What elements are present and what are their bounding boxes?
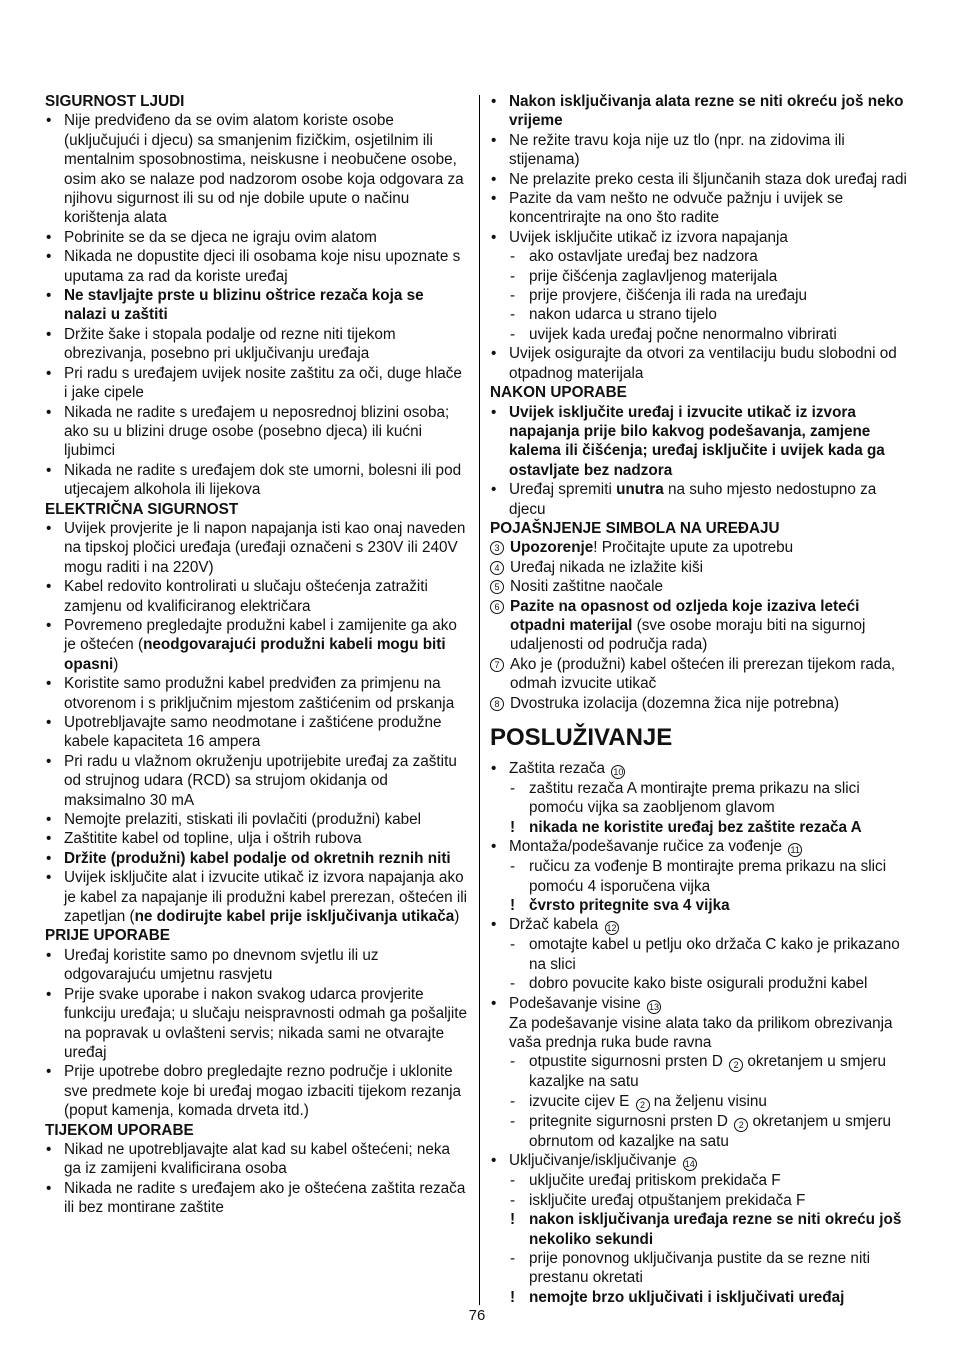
text-run: Uvijek isključite utikač iz izvora napajanja [509, 228, 788, 246]
bullet-item [45, 111, 469, 227]
text-run: Uvijek osigurajte da otvori za ventilaciju budu slobodni od otpadnog materijala [509, 345, 897, 382]
text-run: Uključivanje/isključivanje [509, 1152, 681, 1170]
text-run: Nemojte prelaziti, stiskati ili povlačiti (produžni) kabel [64, 811, 422, 829]
text-run: prije ponovnog uključivanja pustite da se rezne niti prestanu okretati [529, 1249, 870, 1287]
symbol-item [490, 655, 914, 694]
section-heading [490, 519, 914, 538]
text-run: zaštitu rezača A montirajte prema prikazu na slici pomoću vijka sa zaobljenom glavom [529, 780, 860, 817]
symbol-item [490, 694, 914, 713]
text-run: POSLUŽIVANJE [490, 724, 673, 751]
text-run: ! Pročitajte upute za upotrebu [593, 539, 794, 557]
text-run: NAKON UPORABE [490, 384, 627, 402]
text-run: ako ostavljate uređaj bez nadzora [529, 248, 758, 266]
symbol-number: 4 [490, 561, 504, 575]
text-run: Uređaj spremiti [509, 481, 617, 499]
bullet-item [45, 247, 469, 286]
bullet-item [45, 985, 469, 1063]
text-run: dobro povucite kako biste osigurali produžni kabel [529, 975, 868, 993]
text-run: otpustite sigurnosni prsten D [529, 1053, 728, 1071]
symbol-number: 5 [490, 580, 504, 594]
text-run: Upotrebljavajte samo neodmotane i zaštićene produžne kabele kapaciteta 16 ampera [64, 714, 442, 751]
bullet-item [45, 868, 469, 926]
text-run: Ne režite travu koja nije uz tlo (npr. na zidovima ili stijenama) [509, 131, 845, 169]
text-run: ) [454, 908, 460, 926]
bullet-item [490, 480, 914, 519]
text-run: Ako je (produžni) kabel oštećen ili prerezan tijekom rada, odmah izvucite utikač [510, 655, 896, 693]
bullet-item [45, 752, 469, 810]
dash-item [490, 974, 914, 993]
text-run: unutra [616, 481, 664, 499]
dash-item [490, 1249, 914, 1288]
bullet-item [45, 325, 469, 364]
bullet-item [490, 131, 914, 170]
symbol-item [490, 558, 914, 577]
text-run: okretanjem u smjeru kazaljke na satu [529, 1053, 886, 1091]
bullet-item [490, 344, 914, 383]
symbol-item [490, 538, 914, 557]
text-run: ELEKTRIČNA SIGURNOST [45, 500, 239, 518]
symbol-number: 6 [490, 600, 504, 614]
text-run: Zaštitite kabel od topline, ulja i oštrih rubova [64, 830, 362, 848]
text-run: Nikada ne radite s uređajem u neposrednoj blizini osoba; ako su u blizini druge osobe (posebno djeca) ili kućni ljubimci [64, 403, 450, 460]
text-run: isključite uređaj otpuštanjem prekidača F [529, 1191, 806, 1209]
text-run: Nakon isključivanja alata rezne se niti okreću još neko vrijeme [509, 93, 904, 130]
text-run: Nikada ne dopustite djeci ili osobama koje nisu upoznate s uputama za rad da koriste uređaj [64, 248, 461, 285]
text-run: Zaštita rezača [509, 760, 610, 777]
text-run: Montaža/podešavanje ručice za vođenje [509, 838, 787, 856]
text-run: Podešavanje visine [509, 994, 646, 1012]
bullet-item [45, 849, 469, 868]
warning-item [490, 1210, 914, 1249]
bullet-item [45, 519, 469, 577]
text-run: neodgovarajući produžni kabeli mogu biti opasni [64, 636, 446, 673]
text-run: Pri radu s uređajem uvijek nosite zaštitu za oči, duge hlače i jake cipele [64, 364, 462, 402]
bullet-item [45, 1140, 469, 1179]
text-run: Ne stavljajte prste u blizinu oštrice rezača koja se nalazi u zaštiti [64, 287, 424, 324]
bullet-item [45, 1179, 469, 1218]
dash-item [490, 1092, 914, 1112]
text-run: Držite šake i stopala podalje od rezne niti tijekom obrezivanja, posebno pri uključivanju uređaja [64, 325, 396, 363]
text-run: Nije predviđeno da se ovim alatom koriste osobe (uključujući i djecu) sa smanjenim fizičkim, osjetilnim ili mentalnim sposobnostima, neiskusne i neobučene osobe, osim ako se nalaze pod nadzorom osobe koja odgovara za njihovu sigurnost ili su od nje dobile upute o načinu korištenja alata [64, 112, 464, 227]
text-run: Pobrinite se da se djeca ne igraju ovim alatom [64, 228, 377, 246]
warning-item [490, 1288, 914, 1307]
bullet-item [45, 1062, 469, 1120]
bullet-item [45, 713, 469, 752]
figure-ref: 10 [613, 767, 624, 777]
text-run: Prije upotrebe dobro pregledajte rezno područje i uklonite sve predmete koje bi uređaj mogao izbaciti tijekom rezanja (poput kamenja, komada drveta itd.) [64, 1063, 462, 1120]
section-heading [45, 92, 469, 111]
bullet-item [45, 461, 469, 500]
figure-ref: 13 [649, 1001, 660, 1012]
bullet-item [45, 577, 469, 616]
dash-item [490, 286, 914, 305]
figure-ref: 2 [734, 1118, 748, 1132]
dash-item [490, 935, 914, 974]
figure-ref: 2 [636, 1098, 650, 1112]
figure-ref: 2 [729, 1058, 743, 1072]
bullet-item [490, 1151, 914, 1171]
bullet-item [490, 837, 914, 857]
text-run: okretanjem u smjeru obrnutom od kazaljke na satu [529, 1112, 892, 1150]
bullet-item [490, 403, 914, 481]
bullet-item [45, 228, 469, 247]
text-run: na suho mjesto nedostupno za djecu [509, 481, 877, 518]
bullet-item [45, 616, 469, 674]
text-run: ) [113, 655, 119, 673]
bullet-item [490, 915, 914, 935]
bullet-item [45, 364, 469, 403]
symbol-item [490, 597, 914, 655]
bullet-item [45, 674, 469, 713]
text-run: Držite (produžni) kabel podalje od okretnih reznih niti [64, 849, 451, 867]
text-run: omotajte kabel u petlju oko držača C kako je prikazano na slici [529, 936, 900, 973]
bullet-item [490, 228, 914, 247]
section-heading [45, 500, 469, 519]
bullet-item [490, 92, 914, 131]
text-run: POJAŠNJENJE SIMBOLA NA UREĐAJU [490, 519, 780, 537]
symbol-number: 7 [490, 658, 504, 672]
text-run: nakon isključivanja uređaja rezne se niti okreću još nekoliko sekundi [529, 1211, 902, 1248]
figure-ref: 11 [788, 843, 802, 857]
text-run: Koristite samo produžni kabel predviđen za primjenu na otvorenom i s priključnim mjestom zaštićenim od prskanja [64, 675, 455, 712]
bullet-item [45, 829, 469, 848]
symbol-item [490, 577, 914, 596]
column-divider [479, 95, 480, 1305]
bullet-item [490, 759, 914, 779]
dash-item [490, 267, 914, 286]
warning-item [490, 896, 914, 915]
symbol-number: 3 [490, 541, 504, 555]
right-column [490, 92, 914, 1307]
text-run: TIJEKOM UPORABE [45, 1121, 194, 1139]
symbol-number: 8 [490, 697, 504, 711]
text-run: Dvostruka izolacija (dozemna žica nije potrebna) [510, 694, 840, 712]
page-number: 76 [468, 1307, 486, 1324]
dash-item [490, 857, 914, 896]
left-column [45, 92, 469, 1218]
bullet-item [45, 286, 469, 325]
section-heading [45, 926, 469, 945]
text-run: uključite uređaj pritiskom prekidača F [529, 1172, 781, 1190]
text-run: Nikada ne radite s uređajem dok ste umorni, bolesni ili pod utjecajem alkohola ili lijekova [64, 461, 462, 499]
text-run: Uvijek isključite alat i izvucite utikač iz izvora napajanja ako je kabel za napajanje ili produžni kabel prerezan, oštećen ili zapetljan ( [64, 869, 468, 926]
text-run: prije provjere, čišćenja ili rada na uređaju [529, 287, 808, 305]
figure-ref: 12 [606, 923, 617, 934]
text-run: SIGURNOST LJUDI [45, 93, 185, 110]
text-run: ne dodirujte kabel prije isključivanja utikača [134, 908, 455, 926]
text-run: Pri radu u vlažnom okruženju upotrijebite uređaj za zaštitu od strujnog udara (RCD) sa strujom okidanja od maksimalno 30 mA [64, 752, 457, 809]
bullet-item [45, 946, 469, 985]
text-run: nakon udarca u strano tijelo [529, 306, 717, 324]
bullet-item [490, 994, 914, 1014]
dash-item [490, 325, 914, 344]
bullet-item [45, 403, 469, 461]
text-run: pritegnite sigurnosni prsten D [529, 1112, 733, 1130]
warning-item [490, 818, 914, 837]
text-run: čvrsto pritegnite sva 4 vijka [529, 897, 730, 915]
text-run: (sve osobe moraju biti na sigurnoj udaljenosti od područja rada) [510, 616, 866, 654]
section-title [490, 723, 914, 753]
text-run: Uvijek isključite uređaj i izvucite utikač iz izvora napajanja prije bilo kakvog podešavanja, zamjene kalema ili čišćenja; uređaj isključite i uvijek kada ga ostavljate bez nadzora [509, 403, 885, 479]
dash-item [490, 305, 914, 324]
text-run: nikada ne koristite uređaj bez zaštite rezača A [529, 818, 862, 836]
dash-item [490, 1171, 914, 1190]
text-run: na željenu visinu [649, 1092, 767, 1110]
text-run: uvijek kada uređaj počne nenormalno vibrirati [529, 325, 837, 343]
text-run: Držač kabela [509, 916, 603, 934]
text-run: Upozorenje [510, 539, 594, 557]
bullet-item [45, 810, 469, 829]
dash-item [490, 1052, 914, 1091]
text-run: Za podešavanje visine alata tako da prilikom obrezivanja vaša prednja ruka bude ravna [509, 1014, 893, 1052]
section-heading [490, 383, 914, 402]
dash-item [490, 1191, 914, 1210]
text-run: Prije svake uporabe i nakon svakog udarca provjerite funkciju uređaja; u slučaju neispravnosti odmah ga pošaljite na popravak u ovlašteni servis; nikada sami ne otvarajte uređaj [64, 985, 468, 1061]
text-run: PRIJE UPORABE [45, 927, 170, 945]
dash-item [490, 1112, 914, 1151]
text-run: izvucite cijev E [529, 1092, 634, 1110]
paragraph [490, 1014, 914, 1053]
text-run: Povremeno pregledajte produžni kabel i zamijenite ga ako je oštećen ( [64, 616, 457, 654]
text-run: Nikada ne radite s uređajem ako je oštećena zaštita rezača ili bez montirane zaštite [64, 1179, 466, 1217]
section-heading [45, 1121, 469, 1140]
text-run: Nositi zaštitne naočale [510, 578, 664, 596]
text-run: Kabel redovito kontrolirati u slučaju oštećenja zatražiti zamjenu od kvalificiranog električara [64, 578, 428, 615]
text-run: Uređaj nikada ne izlažite kiši [510, 558, 704, 576]
text-run: Uvijek provjerite je li napon napajanja isti kao onaj naveden na tipskoj pločici uređaja (uređaji označeni s 230V ili 240V mogu raditi i na 220V) [64, 519, 466, 576]
text-run: Ne prelazite preko cesta ili šljunčanih staza dok uređaj radi [509, 170, 907, 188]
dash-item [490, 779, 914, 818]
text-run: Uređaj koristite samo po dnevnom svjetlu ili uz odgovarajuću umjetnu rasvjetu [64, 946, 379, 984]
text-run: Pazite na opasnost od ozljeda koje izaziva leteći otpadni materijal [510, 597, 860, 634]
text-run: ručicu za vođenje B montirajte prema prikazu na slici pomoću 4 isporučena vijka [529, 858, 887, 895]
dash-item [490, 247, 914, 266]
text-run: Nikad ne upotrebljavajte alat kad su kabel oštećeni; neka ga iz zamijeni kvalificirana osoba [64, 1140, 451, 1178]
text-run: nemojte brzo uključivati i isključivati uređaj [529, 1288, 845, 1306]
bullet-item [490, 170, 914, 189]
figure-ref: 14 [684, 1159, 695, 1170]
text-run: prije čišćenja zaglavljenog materijala [529, 267, 778, 285]
text-run: Pazite da vam nešto ne odvuče pažnju i uvijek se koncentrirajte na ono što radite [509, 190, 844, 227]
bullet-item [490, 189, 914, 228]
